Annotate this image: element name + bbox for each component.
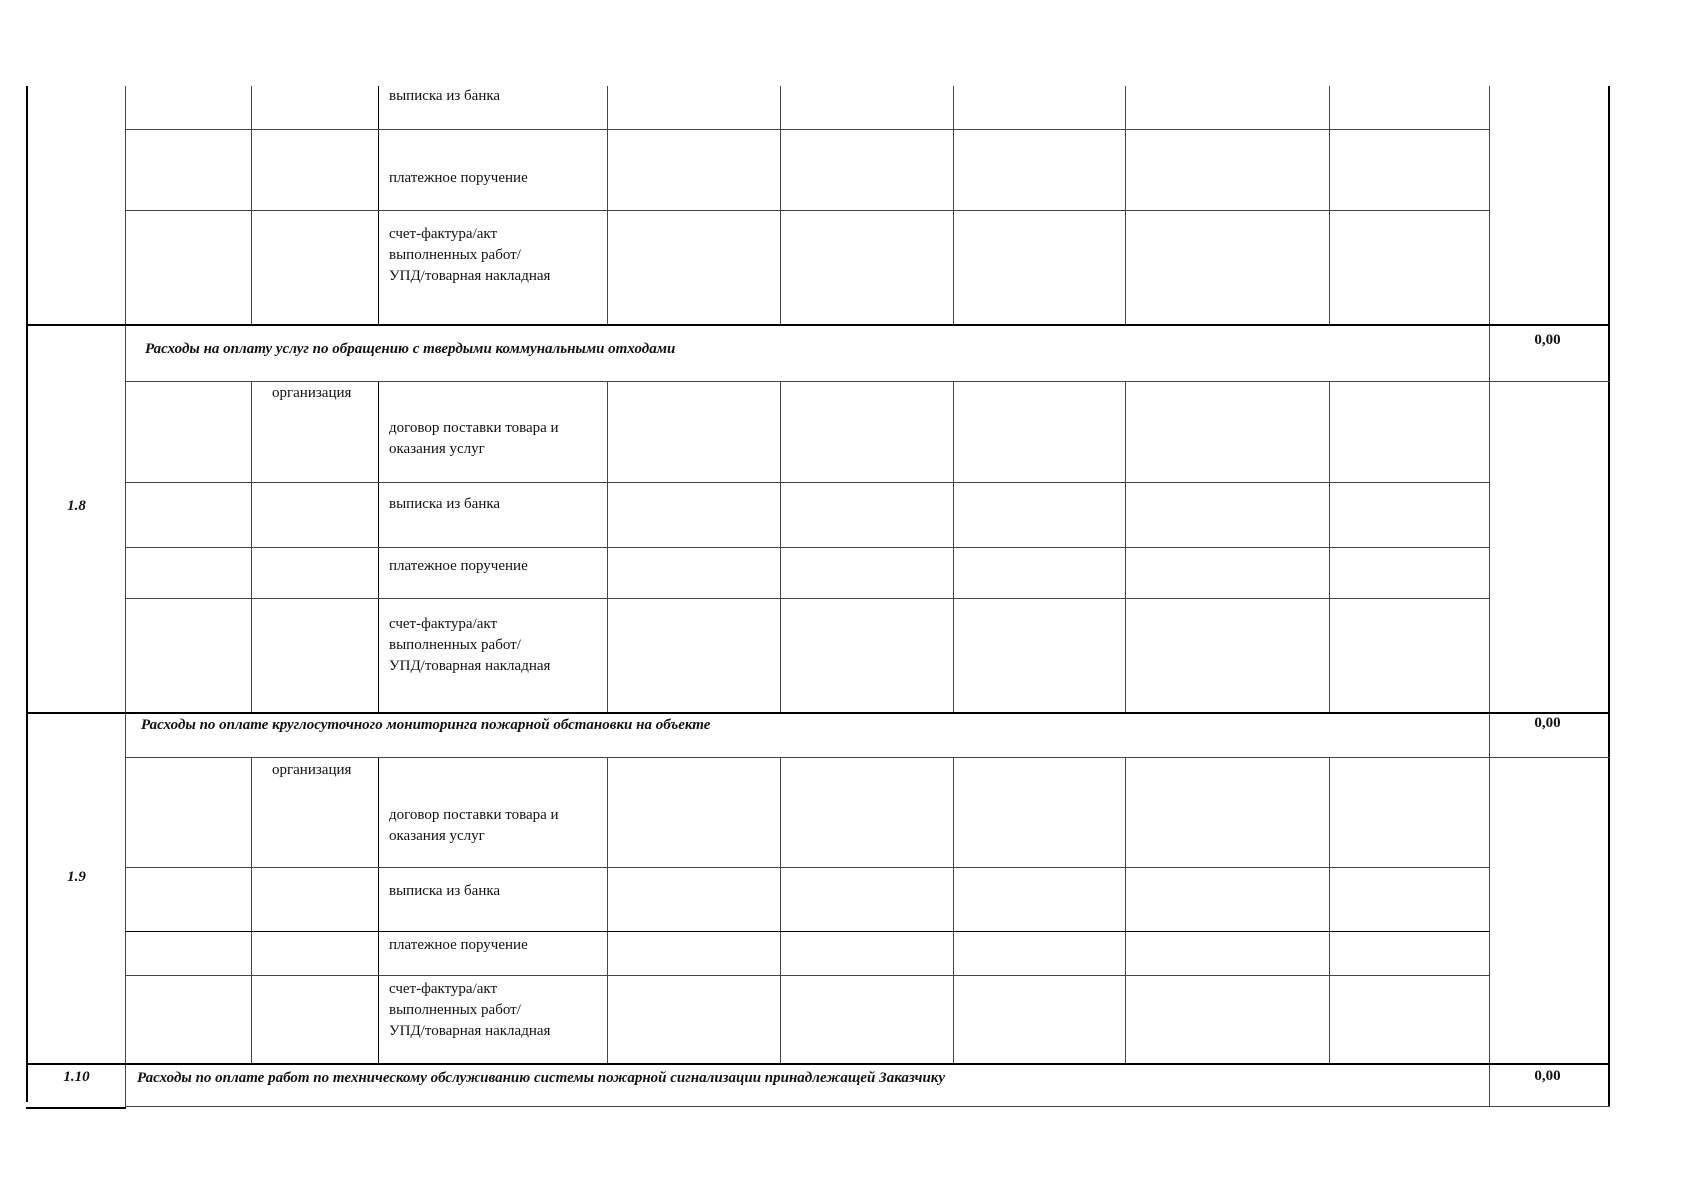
section-title: Расходы по оплате работ по техническому обслуживанию системы пожарной сигнализации принадлежащей Заказчику bbox=[137, 1070, 946, 1086]
org-label: организация bbox=[272, 385, 352, 401]
doc-bank-statement: выписка из банка bbox=[389, 496, 501, 512]
section-title: Расходы на оплату услуг по обращению с твердыми коммунальными отходами bbox=[145, 341, 676, 357]
doc-contract: договор поставки товара и оказания услуг bbox=[389, 807, 559, 844]
section-title: Расходы по оплате круглосуточного мониторинга пожарной обстановки на объекте bbox=[141, 717, 711, 733]
section-number: 1.9 bbox=[67, 869, 86, 885]
section-number: 1.8 bbox=[67, 498, 86, 514]
doc-invoice-act: счет-фактура/акт выполненных работ/ УПД/товарная накладная bbox=[389, 981, 551, 1039]
section-value: 0,00 bbox=[1534, 332, 1561, 348]
section-value: 0,00 bbox=[1534, 1068, 1561, 1084]
section-value: 0,00 bbox=[1534, 715, 1561, 731]
doc-contract: договор поставки товара и оказания услуг bbox=[389, 420, 559, 457]
doc-payment-order: платежное поручение bbox=[389, 558, 528, 574]
doc-invoice-act: счет-фактура/акт выполненных работ/ УПД/товарная накладная bbox=[389, 226, 551, 284]
doc-invoice-act: счет-фактура/акт выполненных работ/ УПД/товарная накладная bbox=[389, 616, 551, 674]
org-label: организация bbox=[272, 762, 352, 778]
section-number: 1.10 bbox=[63, 1069, 90, 1085]
doc-bank-statement: выписка из банка bbox=[389, 883, 501, 899]
doc-payment-order: платежное поручение bbox=[389, 937, 528, 953]
doc-bank-statement: выписка из банка bbox=[389, 88, 501, 104]
doc-payment-order: платежное поручение bbox=[389, 170, 528, 186]
